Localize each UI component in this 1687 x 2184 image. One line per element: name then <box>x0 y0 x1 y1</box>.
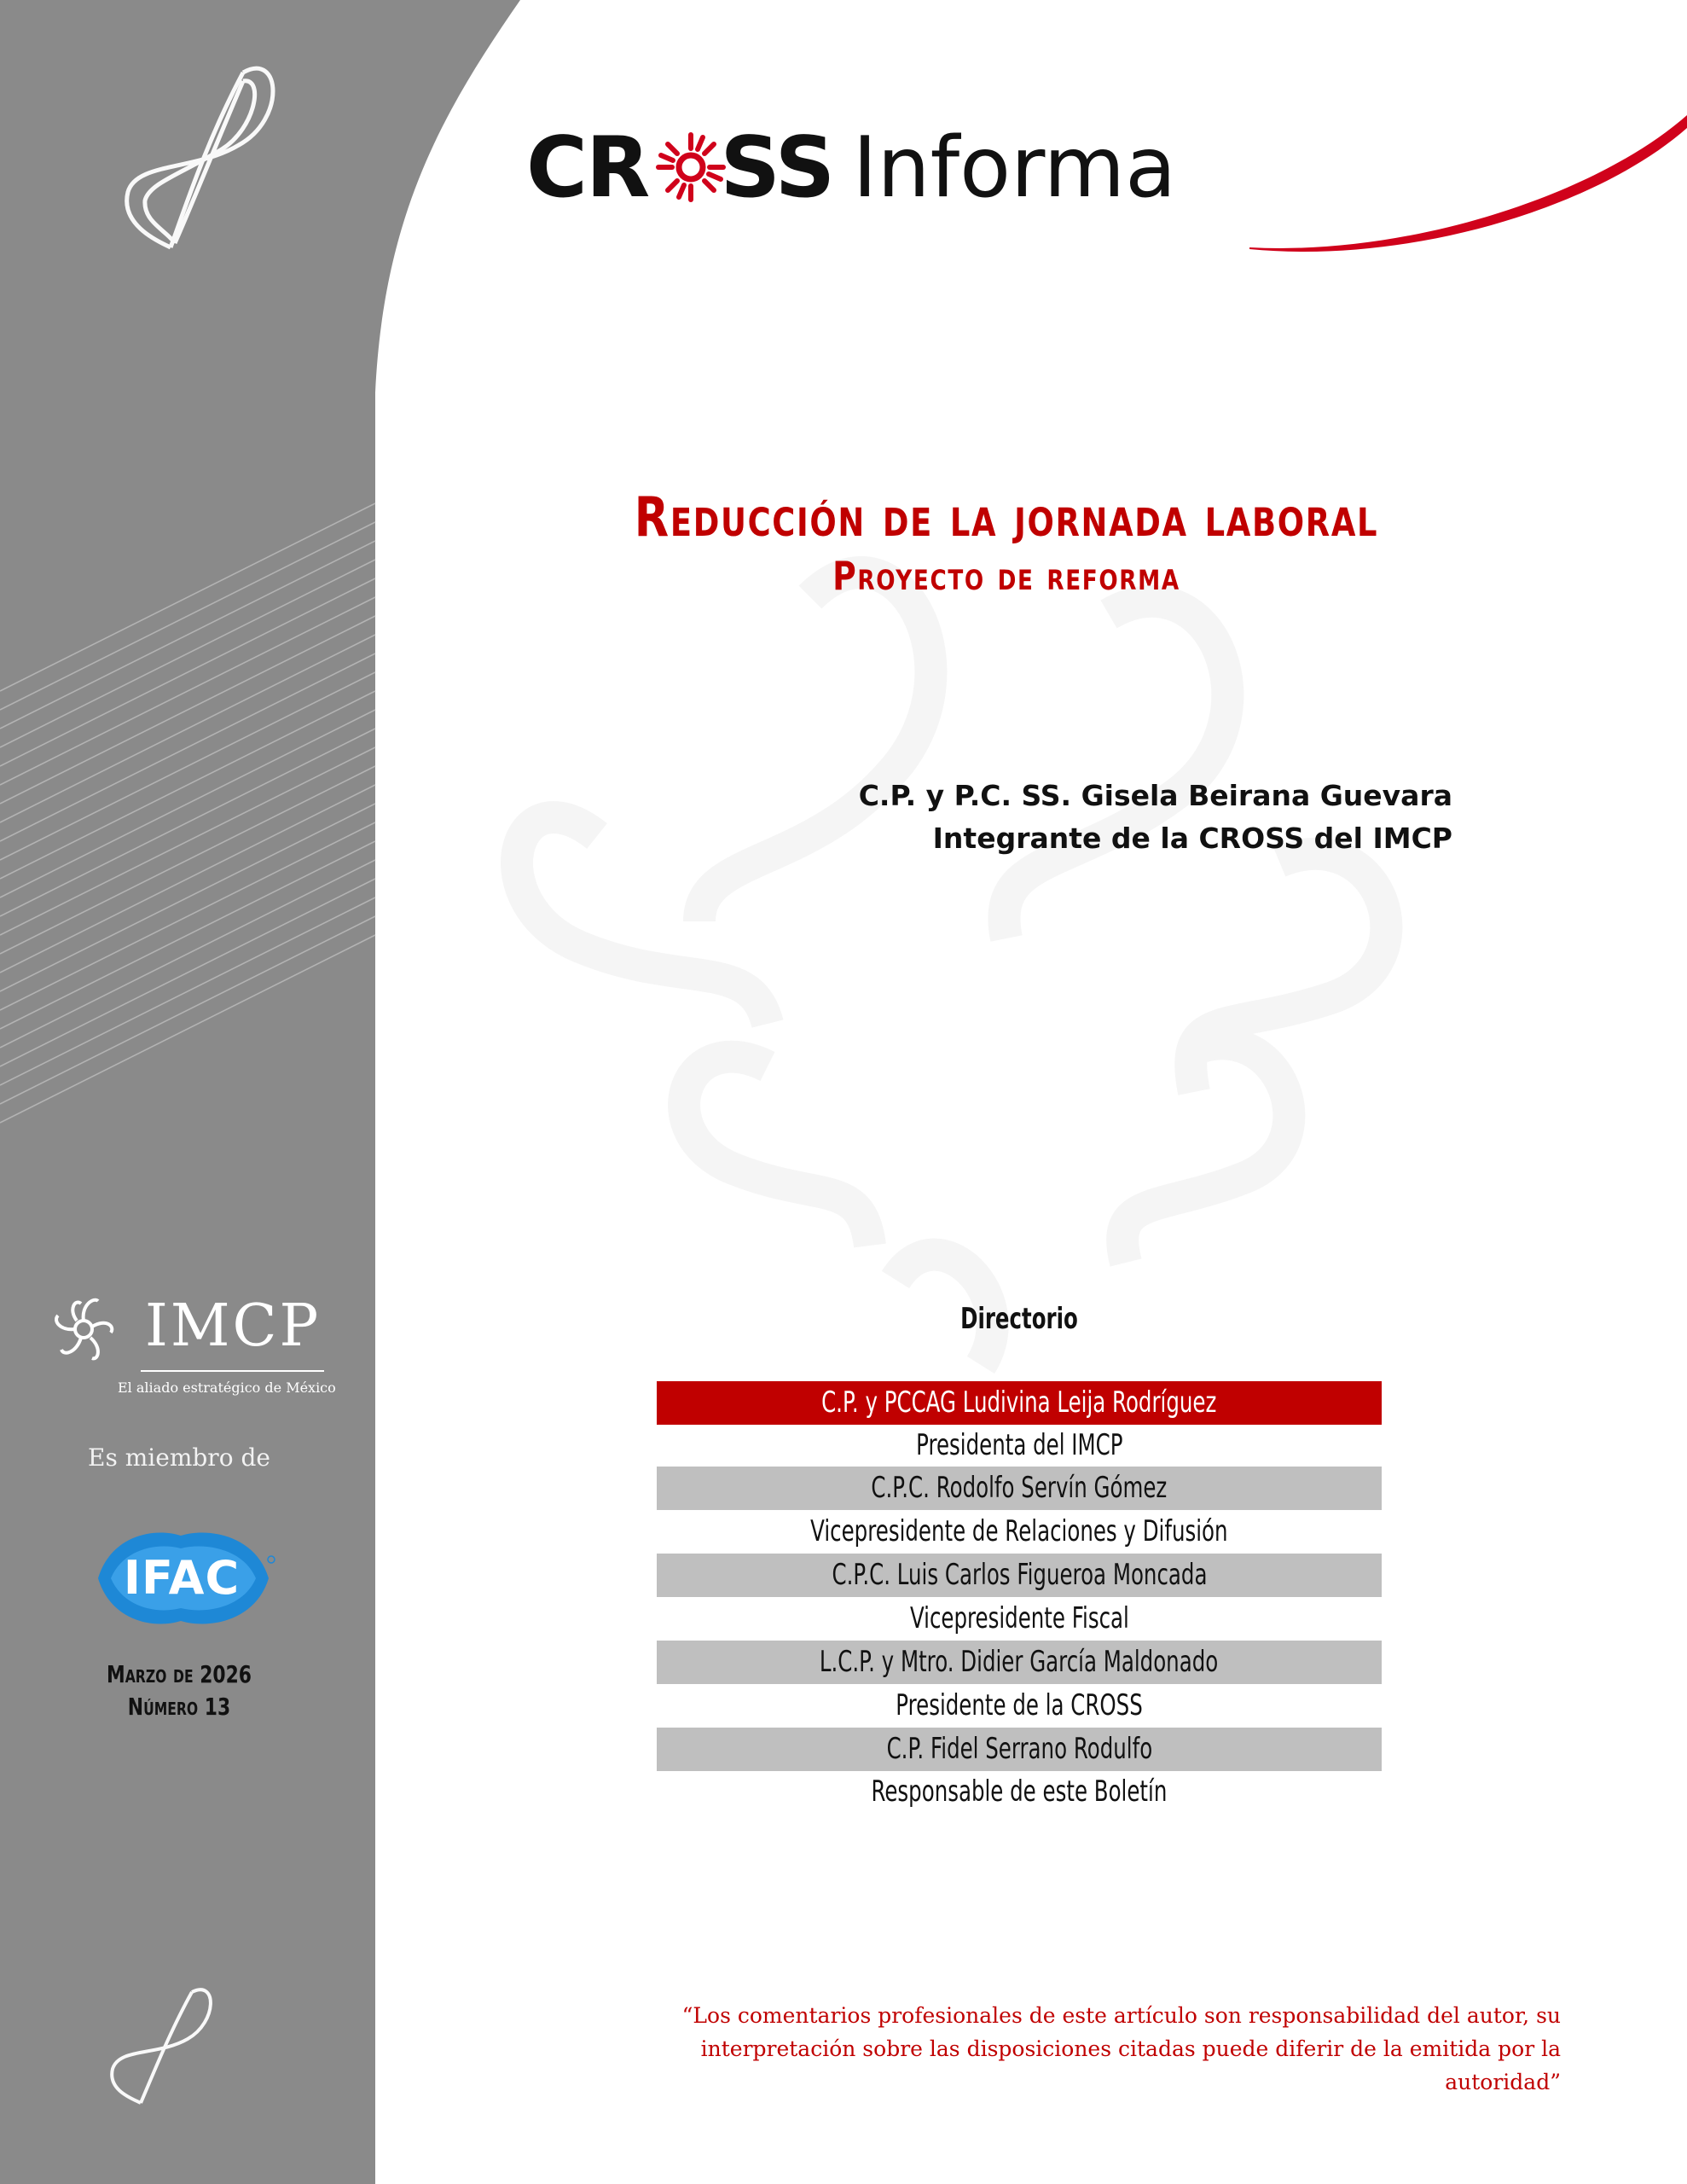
sidebar-panel <box>0 0 520 2184</box>
document-title <box>546 486 1467 599</box>
author-block <box>859 775 1452 860</box>
directory-row: C.P.C. Rodolfo Servín Gómez <box>657 1467 1382 1510</box>
watermark-pattern <box>517 572 1386 1365</box>
ifac-text: IFAC <box>123 1551 241 1605</box>
directory-row: Presidenta del IMCP <box>915 1428 1123 1462</box>
directory-row: C.P.C. Luis Carlos Figueroa Moncada <box>657 1554 1382 1597</box>
red-swoosh <box>1249 115 1687 252</box>
title-main: Reducción de la jornada laboral <box>634 486 1379 549</box>
informa-text: Informa <box>852 119 1177 217</box>
title-subtitle: Proyecto de reforma <box>832 553 1180 599</box>
issue-number: Número 13 <box>127 1693 231 1721</box>
directory-row: Vicepresidente Fiscal <box>909 1601 1129 1635</box>
directory-row: Presidente de la CROSS <box>896 1688 1143 1722</box>
directory-row: C.P. Fidel Serrano Rodulfo <box>657 1728 1382 1771</box>
disclaimer <box>665 1999 1561 2099</box>
disclaimer-line-1: “Los comentarios profesionales de este artículo son responsabilidad del autor, su <box>681 2003 1561 2028</box>
directory-row: L.C.P. y Mtro. Didier García Maldonado <box>657 1641 1382 1684</box>
author-name: C.P. y P.C. SS. Gisela Beirana Guevara <box>858 779 1452 812</box>
directory-list <box>657 1381 1382 1812</box>
directory-row: Vicepresidente de Relaciones y Difusión <box>810 1514 1228 1548</box>
author-role: Integrante de la CROSS del IMCP <box>932 822 1452 855</box>
imcp-name: IMCP <box>145 1292 322 1360</box>
issue-info <box>51 1658 307 1723</box>
cross-logo-left: CR <box>526 119 649 217</box>
cross-logo <box>526 119 1177 217</box>
directory-heading: Directorio <box>960 1302 1078 1336</box>
member-label: Es miembro de <box>88 1443 270 1472</box>
directory-row: Responsable de este Boletín <box>871 1774 1168 1809</box>
directory-row: C.P. y PCCAG Ludivina Leija Rodríguez <box>657 1381 1382 1425</box>
cross-logo-right: SS <box>720 119 834 217</box>
disclaimer-line-2: interpretación sobre las disposiciones citadas puede diferir de la emitida por la autoridad” <box>700 2036 1561 2094</box>
imcp-tagline: El aliado estratégico de México <box>118 1380 336 1396</box>
issue-date: Marzo de 2026 <box>107 1660 252 1688</box>
